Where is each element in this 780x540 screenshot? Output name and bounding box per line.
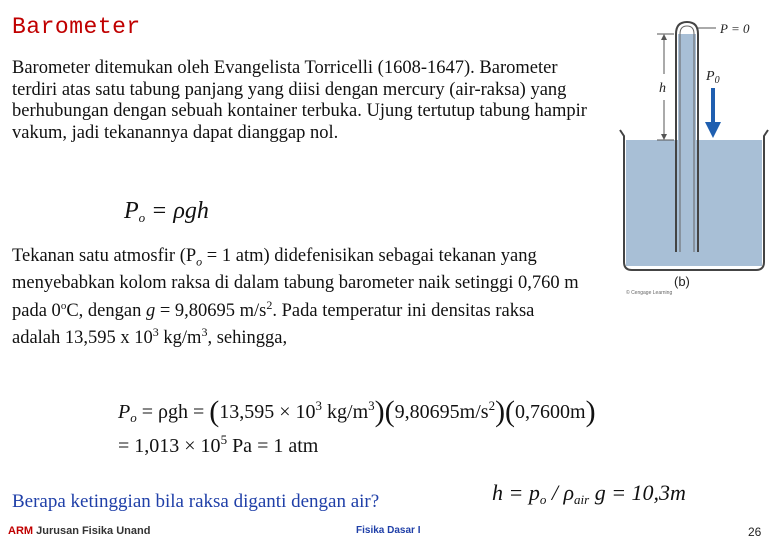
equation-pressure-result: = $1,013 \times 10^5$ Pa = 1 atm <box>118 432 319 457</box>
page-number: 26 <box>748 525 762 539</box>
slide-title: Barometer <box>12 14 141 40</box>
equation-water-height: $h = p_o / \rho_{air}$ g = 10,3m <box>492 480 686 507</box>
equation-po-rhogh: $P_o = \rho gh$ <box>124 198 209 225</box>
footer-course: Fisika Dasar I <box>356 525 421 536</box>
label-p-zero: P = 0 <box>720 21 750 36</box>
mercury-column <box>678 34 696 252</box>
label-h: h <box>659 81 666 96</box>
paragraph-atmosphere: Tekanan satu atmosfir ($P_o = 1$ atm) didefenisikan sebagai tekanan yang menyebabkan kolom raksa di dalam tabung barometer naik setinggi 0,760 m pada 0$^o$C, dengan g = 9,80695 $m/s^2$. Pada temperatur ini densitas raksa adalah 13,595 x $10^3$ $kg/m^3$, sehingga, <box>12 246 579 349</box>
label-p0: $P_0$ <box>706 69 720 86</box>
footer-department: ARM Jurusan Fisika Unand <box>8 525 151 537</box>
arrow-head-icon <box>705 122 721 138</box>
barometer-diagram <box>612 12 780 302</box>
figure-credit: © Cengage Learning <box>626 290 673 296</box>
figure-caption: (b) <box>674 274 690 289</box>
equation-pressure-calculation: $P_o = \rho gh = (13,595 \times 10^3$ $kg/m^3)(9,80695m/s^2)(0,7600m)$ <box>118 395 596 428</box>
paragraph-intro: Barometer ditemukan oleh Evangelista Torricelli (1608-1647). Barometer terdiri atas satu tabung panjang yang diisi dengan mercury (air-raksa) yang berhubungan dengan sebuah kontainer terbuka. Ujung tertutup tabung hampir vakum, jadi tekanannya dapat dianggap nol. <box>12 58 587 143</box>
question-text: Berapa ketinggian bila raksa diganti dengan air? <box>12 491 380 512</box>
